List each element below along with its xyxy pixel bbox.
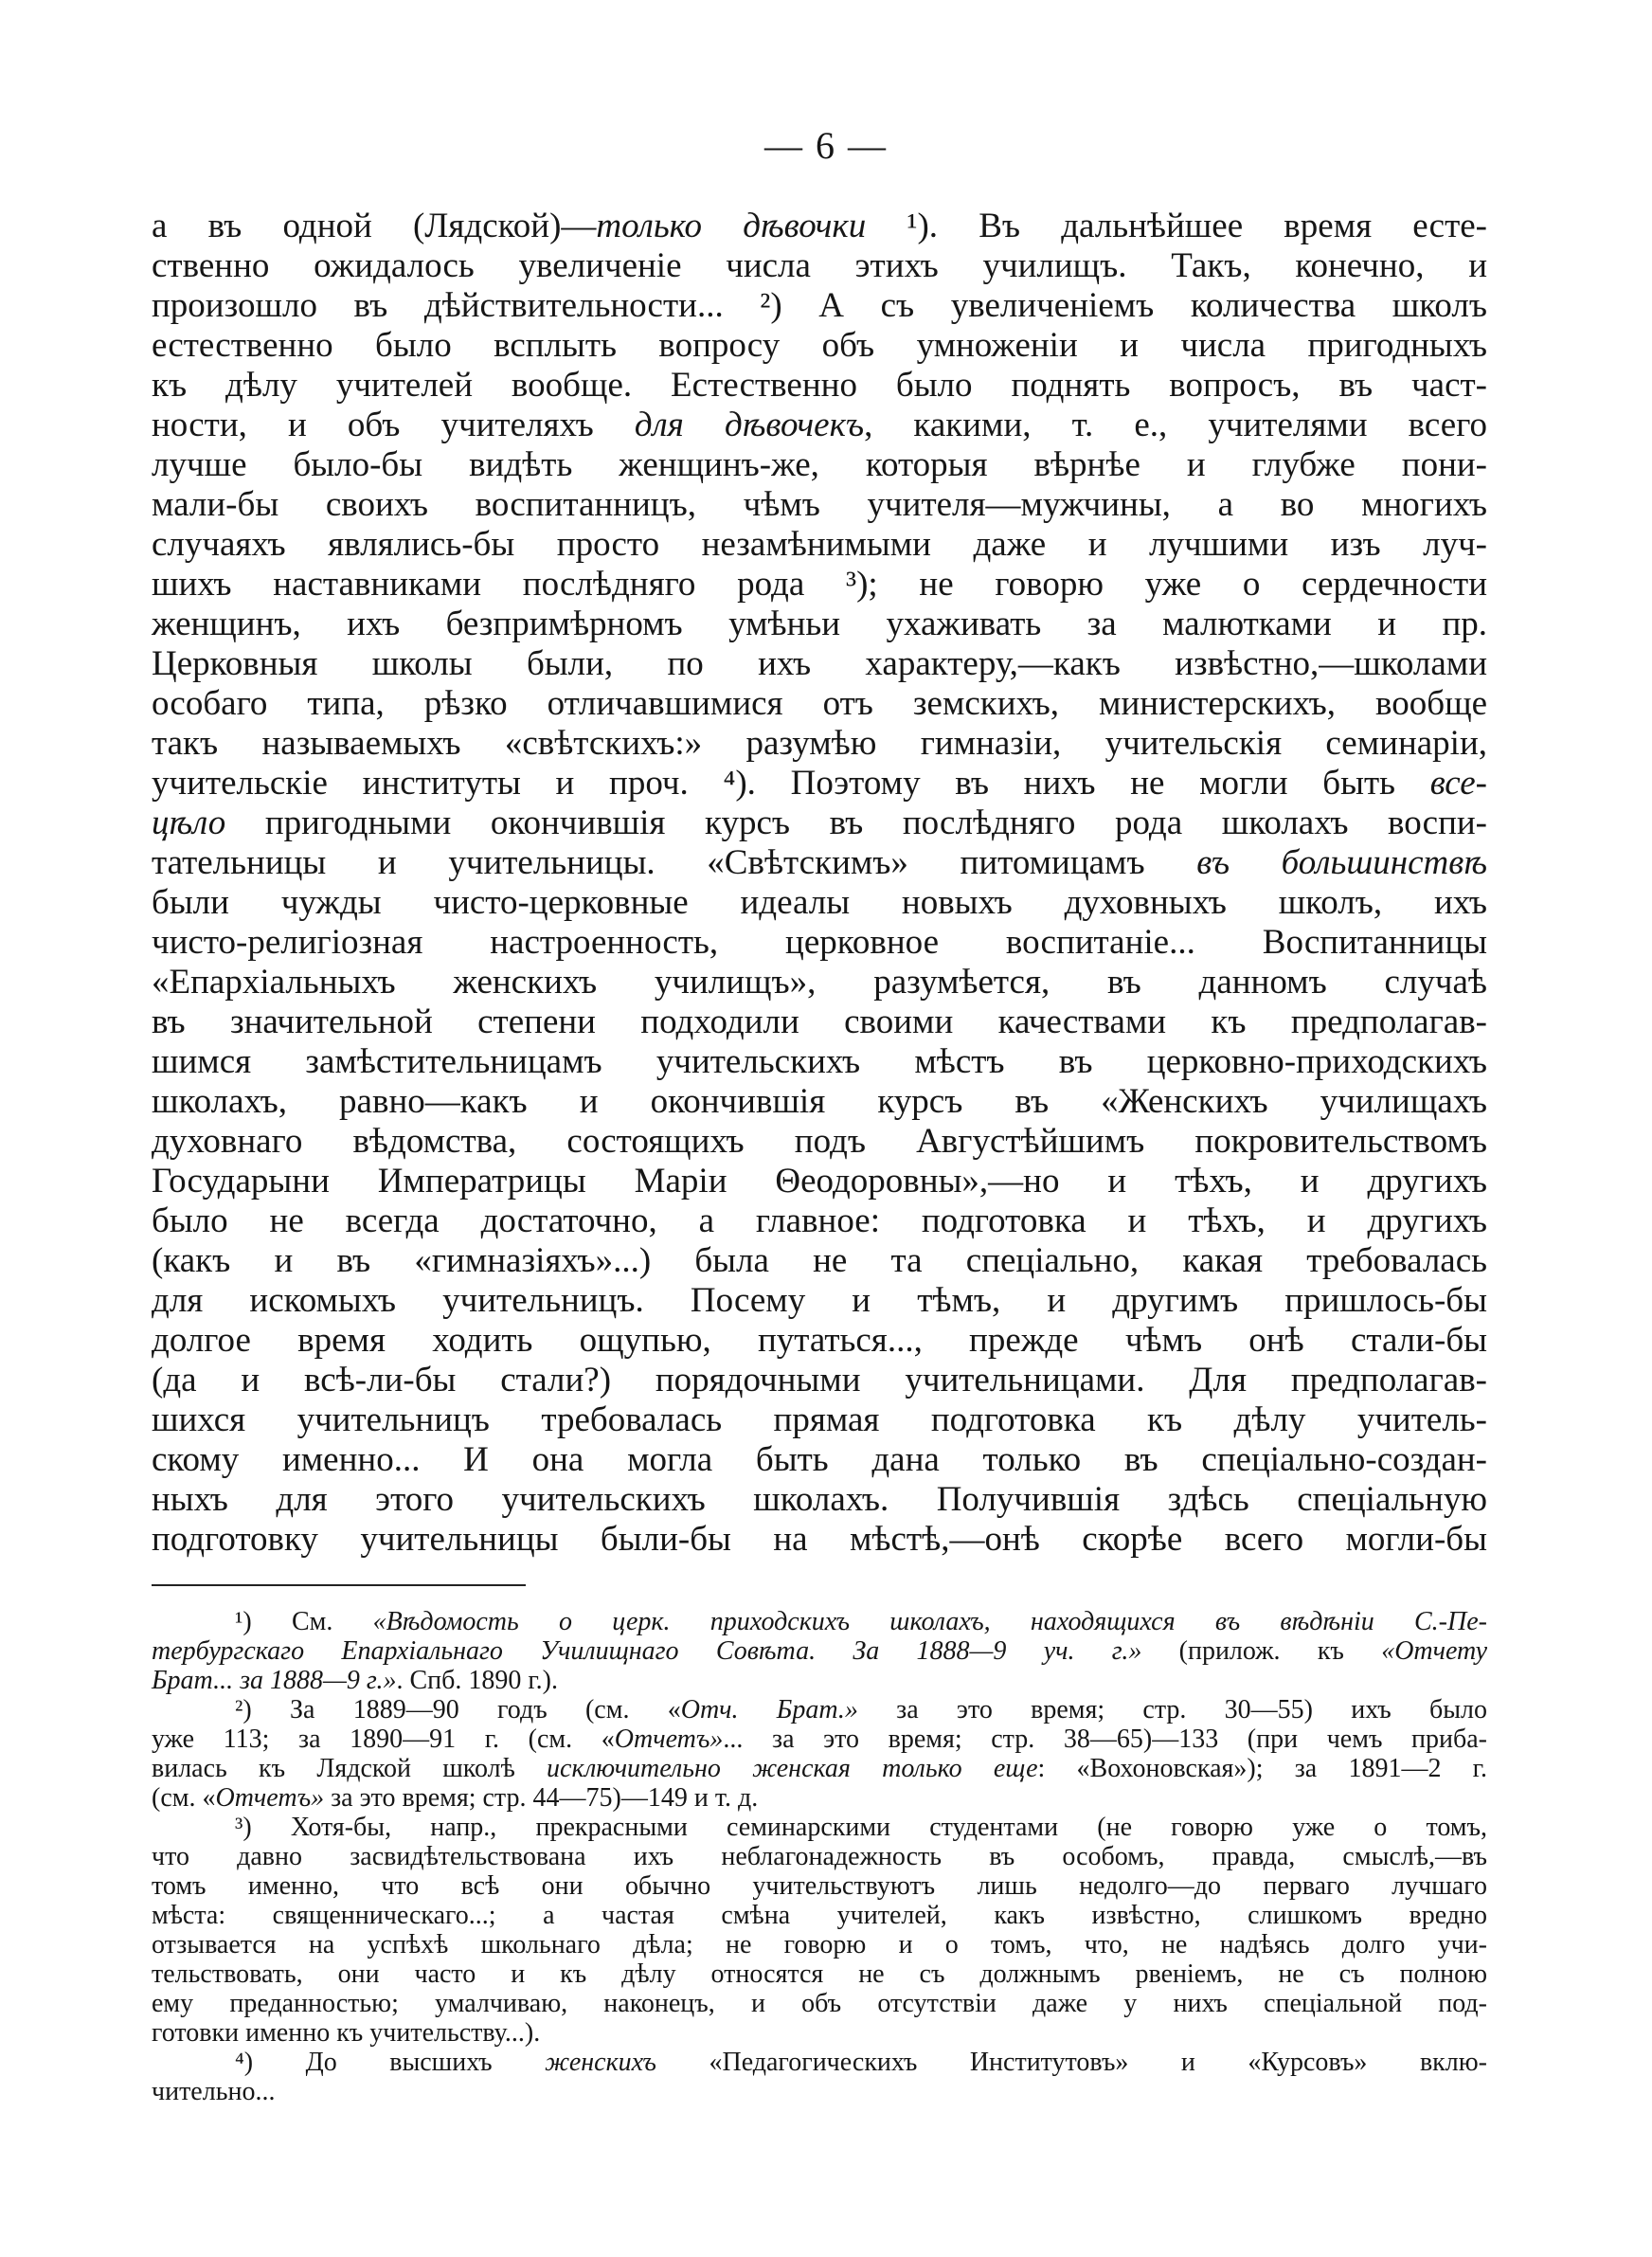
main-text bbox=[152, 207, 1487, 1560]
footnote-line: чительно... bbox=[152, 2077, 276, 2106]
text-line: такъ называемыхъ «свѣтскихъ:» разумѣю гимназiи, учительскiя семинарiи, bbox=[152, 724, 1487, 763]
text-line: подготовку учительницы были-бы на мѣстѣ,—онѣ скорѣе всего могли-бы bbox=[152, 1520, 1487, 1559]
footnote-line: мѣста: священническаго...; а частая смѣна учителей, какъ извѣстно, слишкомъ вредно bbox=[152, 1901, 1487, 1930]
text-line: шихъ наставниками послѣдняго рода ³); не говорю уже о сердечности bbox=[152, 565, 1487, 604]
text-line: долгое время ходить ощупью, путаться..., прежде чѣмъ онѣ стали-бы bbox=[152, 1321, 1487, 1360]
text-line: случаяхъ являлись-бы просто незамѣнимыми даже и лучшими изъ луч- bbox=[152, 525, 1487, 564]
footnote-line: что давно засвидѣтельствована ихъ неблагонадежность въ особомъ, правда, смыслѣ,—въ bbox=[152, 1842, 1487, 1871]
text-line: къ дѣлу учителей вообще. Естественно было поднять вопросъ, въ част- bbox=[152, 366, 1487, 405]
text-line: Государыни Императрицы Марiи Θеодоровны»,—но и тѣхъ, и другихъ bbox=[152, 1162, 1487, 1201]
footnote-line: (см. «Отчетъ» за это время; стр. 44—75)—149 и т. д. bbox=[152, 1783, 759, 1813]
text-line: ственно ожидалось увеличенiе числа этихъ училищъ. Такъ, конечно, и bbox=[152, 246, 1487, 285]
text-line: женщинъ, ихъ безпримѣрномъ умѣньи ухаживать за малютками и пр. bbox=[152, 605, 1487, 643]
footnote-2: ²) За 1889—90 годъ (см. «Отч. Брат.» за это время; стр. 30—55) ихъ было bbox=[235, 1695, 1487, 1724]
text-line: (да и всѣ-ли-бы стали?) порядочными учительницами. Для предполагав- bbox=[152, 1361, 1487, 1399]
footnote-line: тельствовать, они часто и къ дѣлу относятся не съ должнымъ рвенiемъ, не съ полною bbox=[152, 1959, 1487, 1989]
text-line: произошло въ дѣйствительности... ²) А съ увеличенiемъ количества школъ bbox=[152, 286, 1487, 325]
footnote-line: тербургскаго Епархiальнаго Училищнаго Совѣта. За 1888—9 уч. г.» (прилож. къ «Отчету bbox=[152, 1636, 1488, 1666]
text-line: (какъ и въ «гимназiяхъ»...) была не та спецiально, какая требовалась bbox=[152, 1241, 1487, 1280]
text-line: ныхъ для этого учительскихъ школахъ. Получившiя здѣсь спецiальную bbox=[152, 1480, 1487, 1519]
text-line: было не всегда достаточно, а главное: подготовка и тѣхъ, и другихъ bbox=[152, 1201, 1487, 1240]
text-line: естественно было всплыть вопросу объ умноженiи и числа пригодныхъ bbox=[152, 326, 1487, 365]
text-line: тательницы и учительницы. «Свѣтскимъ» питомицамъ въ большинствѣ bbox=[152, 843, 1487, 882]
footnote-line: отзывается на успѣхѣ школьнаго дѣла; не говорю и о томъ, что, не надѣясь долго учи- bbox=[152, 1930, 1487, 1959]
text-line: шихся учительницъ требовалась прямая подготовка къ дѣлу учитель- bbox=[152, 1400, 1487, 1439]
footnote-3: ³) Хотя-бы, напр., прекрасными семинарскими студентами (не говорю уже о томъ, bbox=[235, 1813, 1487, 1842]
footnote-line: ему преданностью; умалчиваю, наконецъ, и объ отсутствiи даже у нихъ спецiальной под- bbox=[152, 1989, 1487, 2018]
footnote-line: готовки именно къ учительству...). bbox=[152, 2018, 541, 2048]
text-line: въ значительной степени подходили своими качествами къ предполагав- bbox=[152, 1002, 1487, 1041]
text-line: духовнаго вѣдомства, состоящихъ подъ Августѣйшимъ покровительствомъ bbox=[152, 1122, 1487, 1161]
footnote-line: Брат... за 1888—9 г.». Спб. 1890 г.). bbox=[152, 1666, 559, 1695]
text-line: лучше было-бы видѣть женщинъ-же, которыя вѣрнѣе и глубже пони- bbox=[152, 445, 1487, 484]
text-line: скому именно... И она могла быть дана только въ спецiально-создан- bbox=[152, 1440, 1487, 1479]
text-line: «Епархiальныхъ женскихъ училищъ», разумѣется, въ данномъ случаѣ bbox=[152, 963, 1487, 1002]
footnotes bbox=[152, 1607, 1487, 2106]
text-line: шимся замѣстительницамъ учительскихъ мѣстъ въ церковно-приходскихъ bbox=[152, 1042, 1487, 1081]
page-number: — 6 — bbox=[764, 124, 888, 167]
footnote-line: вилась къ Лядской школѣ исключительно женская только еще: «Вохоновская»); за 1891—2 г. bbox=[152, 1754, 1487, 1783]
text-line: Церковныя школы были, по ихъ характеру,—какъ извѣстно,—школами bbox=[152, 644, 1487, 683]
footnote-1: ¹) См. «Вѣдомость о церк. приходскихъ школахъ, находящихся въ вѣдѣнiи С.-Пе- bbox=[235, 1607, 1487, 1636]
text-line: были чужды чисто-церковные идеалы новыхъ духовныхъ школъ, ихъ bbox=[152, 883, 1487, 922]
text-line: а въ одной (Лядской)—только дѣвочки ¹). Въ дальнѣйшее время есте- bbox=[152, 207, 1487, 245]
footnote-line: томъ именно, что всѣ они обычно учительствуютъ лишь недолго—до перваго лучшаго bbox=[152, 1871, 1487, 1901]
footnote-4: ⁴) До высшихъ женскихъ «Педагогическихъ Институтовъ» и «Курсовъ» вклю- bbox=[235, 2048, 1487, 2077]
footnote-separator bbox=[152, 1584, 526, 1586]
text-line: особаго типа, рѣзко отличавшимися отъ земскихъ, министерскихъ, вообще bbox=[152, 684, 1487, 723]
text-line: мали-бы своихъ воспитанницъ, чѣмъ учителя—мужчины, а во многихъ bbox=[152, 485, 1487, 524]
text-line: чисто-религiозная настроенность, церковное воспитанiе... Воспитанницы bbox=[152, 923, 1487, 962]
text-line: школахъ, равно—какъ и окончившiя курсъ въ «Женскихъ училищахъ bbox=[152, 1082, 1487, 1121]
text-line: учительскiе институты и проч. ⁴). Поэтому въ нихъ не могли быть все- bbox=[152, 764, 1487, 803]
text-line: ности, и объ учителяхъ для дѣвочекъ, какими, т. е., учителями всего bbox=[152, 406, 1487, 444]
footnote-line: уже 113; за 1890—91 г. (см. «Отчетъ»... за это время; стр. 38—65)—133 (при чемъ прибa- bbox=[152, 1724, 1488, 1754]
text-line: цѣло пригодными окончившiя курсъ въ послѣдняго рода школахъ воспи- bbox=[152, 803, 1487, 842]
text-line: для искомыхъ учительницъ. Посему и тѣмъ, и другимъ пришлось-бы bbox=[152, 1281, 1487, 1320]
